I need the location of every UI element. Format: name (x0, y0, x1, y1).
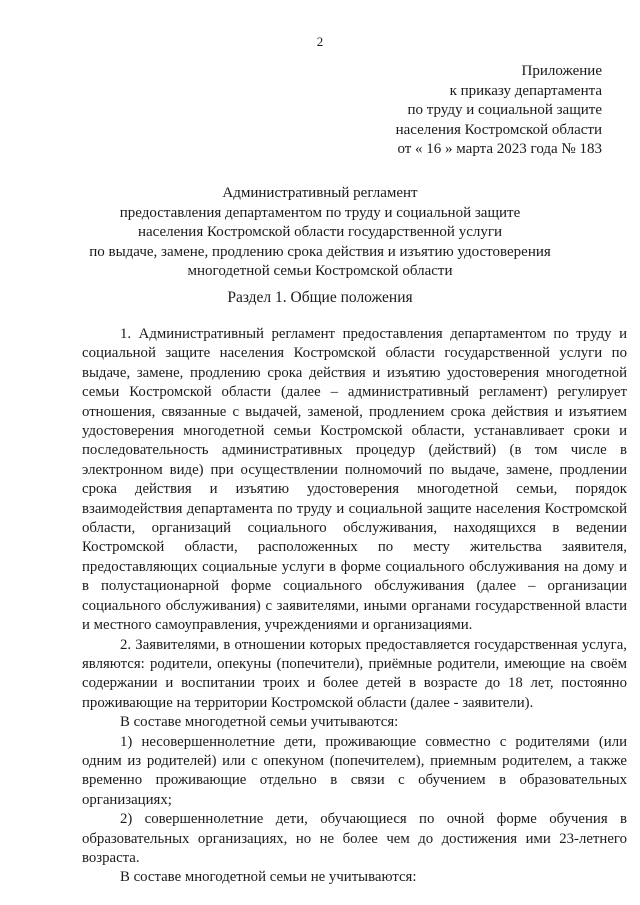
paragraph: В составе многодетной семьи не учитываются: (120, 869, 417, 886)
section-heading: Раздел 1. Общие положения (227, 289, 413, 306)
appendix-line: населения Костромской области (395, 121, 602, 138)
paragraph: 1) несовершеннолетние дети, проживающие совместно с родителями (или одним из родителей) или с опекуном (попечителем), приемным родителем, а также временно проживающие отдельно в связи с обучением в образовательных организациях; (82, 733, 627, 808)
title-line: предоставления департаментом по труду и социальной защите (119, 204, 521, 221)
paragraph: В составе многодетной семьи учитываются: (120, 714, 399, 731)
paragraph: 1. Административный регламент предоставления департаментом по труду и социальной защите населения Костромской области государственной услуги по выдаче, замене, продлению срока действия и изъятию удостоверения многодетной семьи Костромской области (далее – административный регламент) регулирует отношения, связанные с выдачей, заменой, продлением срока действия и изъятием удостоверения многодетной семьи Костромской области, устанавливает сроки и последовательность административных процедур (действий) (в том числе в электронном виде) при осуществлении полномочий по выдаче, замене, продлении срока действия и изъятию удостоверения многодетной семьи, порядок взаимодействия департамента по труду и социальной защите населения Костромской области, организаций социального обслуживания, находящихся в ведении Костромской области, расположенных по месту жительства заявителя, предоставляющих социальные услуги в форме социального обслуживания на дому и в полустационарной форме социального обслуживания (далее – организации социального обслуживания) с заявителями, иными органами государственной власти и местного самоуправления, учреждениями и организациями. (82, 326, 627, 634)
appendix-line: по труду и социальной защите (407, 102, 602, 118)
page-number: 2 (316, 34, 324, 49)
appendix-line: Приложение (521, 63, 602, 79)
appendix-block (396, 62, 602, 160)
title-line: населения Костромской области государственной услуги (137, 224, 503, 240)
appendix-line: от « 16 » марта 2023 года № 183 (397, 141, 602, 157)
paragraph: 2) совершеннолетние дети, обучающиеся по очной форме обучения в образовательных организациях, но не более чем до достижения ими 23-летнего возраста. (82, 811, 627, 866)
title-line: по выдаче, замене, продлению срока действия и изъятию удостоверения (89, 243, 551, 260)
title-line: Административный регламент (222, 185, 418, 201)
document-title (60, 184, 580, 282)
title-line: многодетной семьи Костромской области (187, 263, 453, 279)
document-body (82, 325, 627, 888)
paragraph: 2. Заявителями, в отношении которых предоставляется государственная услуга, являются: родители, опекуны (попечители), приёмные родители, имеющие на своём содержании и воспитании троих и более детей в возрасте до 18 лет, постоянно проживающие на территории Костромской области (далее - заявители). (82, 636, 627, 711)
appendix-line: к приказу департамента (449, 82, 602, 99)
